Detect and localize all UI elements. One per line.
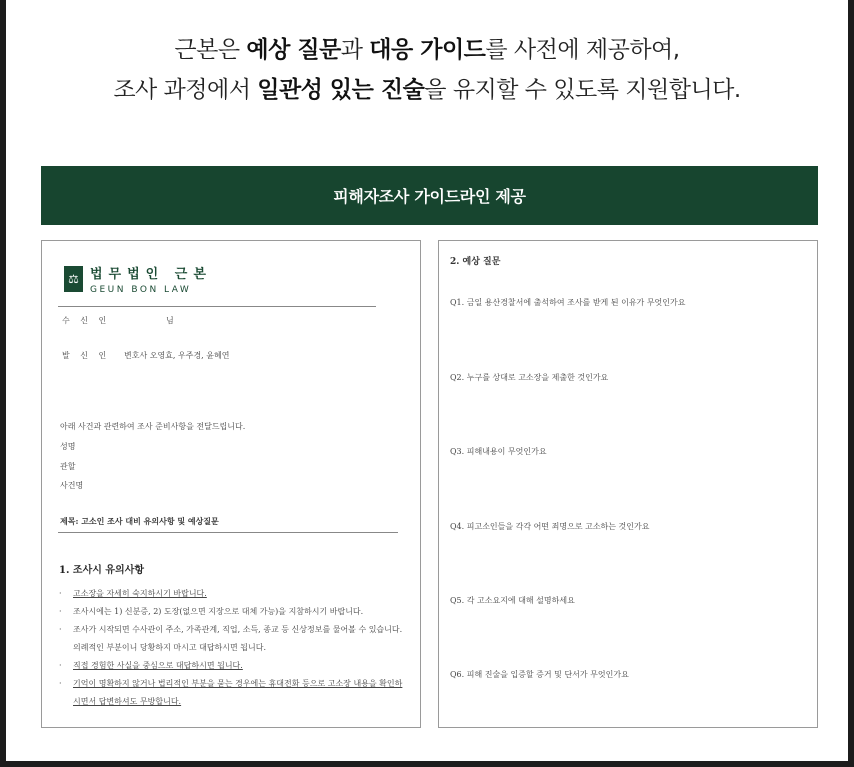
- recipient-label: 수 신 인: [62, 316, 111, 325]
- headline-text: 과: [340, 37, 370, 63]
- logo-english-name: GEUN BON LAW: [90, 285, 192, 295]
- list-item: · 조사시에는 1) 신분증, 2) 도장(없으면 지장으로 대체 가능)을 지참하시기 바랍니다.: [57, 603, 403, 621]
- headline-emphasis: 대응 가이드: [369, 37, 486, 63]
- list-item: · 고소장을 자세히 숙지하시기 바랍니다.: [57, 585, 403, 603]
- question-item: Q4. 피고소인들을 각각 어떤 죄명으로 고소하는 것인가요: [450, 522, 650, 531]
- banner-title: 피해자조사 가이드라인 제공: [333, 187, 526, 206]
- law-firm-logo: [64, 263, 212, 295]
- field-name: 성명: [60, 442, 76, 451]
- question-item: Q6. 피해 진술을 입증할 증거 및 단서가 무엇인가요: [450, 670, 629, 679]
- notice-document-preview: [41, 240, 421, 728]
- headline-text: 근본은: [174, 37, 247, 63]
- headline-text: 조사 과정에서: [113, 77, 258, 103]
- list-item: · 기억이 명확하지 않거나 법리적인 부분을 묻는 경우에는 휴대전화 등으로 고소장 내용을 확인하시면서 답변하셔도 무방합니다.: [57, 675, 403, 711]
- precautions-list: [57, 585, 403, 711]
- document-subject: 제목: 고소인 조사 대비 유의사항 및 예상질문: [60, 516, 219, 526]
- section-title-questions: 2. 예상 질문: [450, 257, 501, 267]
- divider: [58, 532, 398, 533]
- headline-emphasis: 일관성 있는 진술: [257, 77, 425, 103]
- question-item: Q5. 각 고소요지에 대해 설명하세요: [450, 596, 575, 605]
- question-item: Q1. 금일 용산경찰서에 출석하여 조사를 받게 된 이유가 무엇인가요: [450, 298, 686, 307]
- recipient-suffix: 님: [166, 316, 174, 325]
- field-jurisdiction: 관할: [60, 462, 76, 471]
- page-frame: [6, 0, 848, 761]
- divider: [58, 306, 376, 307]
- law-firm-emblem-icon: ⚖: [64, 266, 83, 292]
- headline: [6, 30, 848, 110]
- list-item: · 직접 경험한 사실을 중심으로 대답하시면 됩니다.: [57, 657, 403, 675]
- headline-emphasis: 예상 질문: [246, 37, 341, 63]
- intro-text: 아래 사건과 관련하여 조사 준비사항을 전달드립니다.: [60, 422, 246, 431]
- headline-text: 을 유지할 수 있도록 지원합니다.: [424, 77, 741, 103]
- question-item: Q2. 누구를 상대로 고소장을 제출한 것인가요: [450, 373, 609, 382]
- field-case-name: 사건명: [60, 481, 84, 490]
- list-item: · 조사가 시작되면 수사관이 주소, 가족관계, 직업, 소득, 종교 등 신상정보를 물어볼 수 있습니다. 의례적인 부분이니 당황하지 마시고 대답하시면 됩니다.: [57, 621, 403, 657]
- sender-value: 변호사 오영효, 우주경, 윤혜연: [124, 351, 230, 360]
- headline-line-1: [6, 30, 848, 70]
- expected-questions-preview: [438, 240, 818, 728]
- question-item: Q3. 피해내용이 무엇인가요: [450, 447, 547, 456]
- headline-line-2: [6, 70, 848, 110]
- guideline-banner: [41, 166, 818, 225]
- sender-label: 발 신 인: [62, 351, 111, 360]
- logo-korean-name: 법무법인 근본: [90, 267, 212, 282]
- headline-text: 를 사전에 제공하여,: [485, 37, 680, 63]
- section-title-precautions: 1. 조사시 유의사항: [59, 565, 145, 576]
